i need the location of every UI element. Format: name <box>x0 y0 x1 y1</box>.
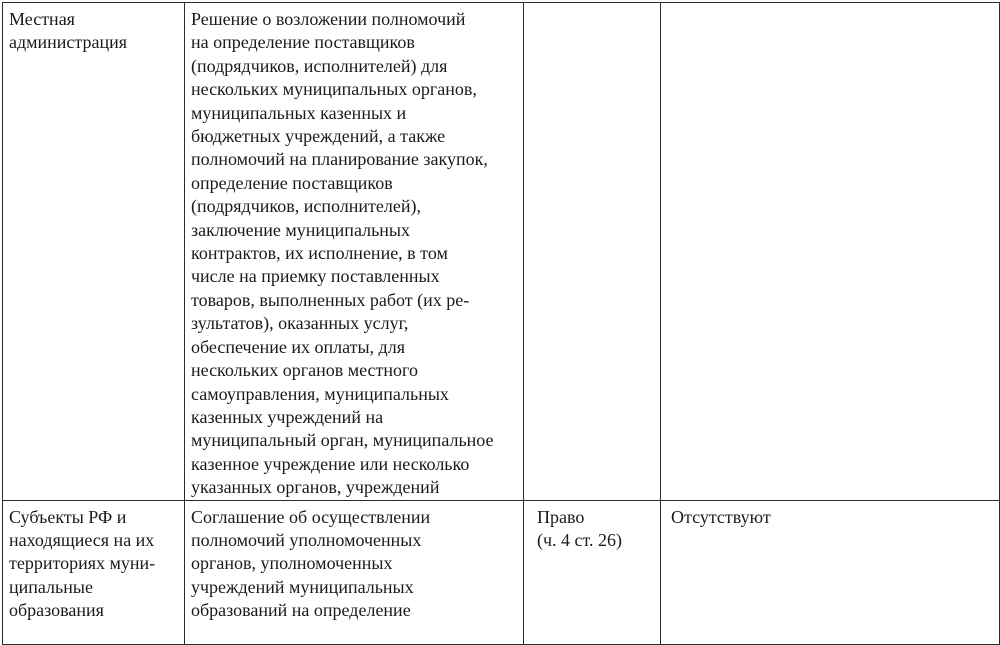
table-cell-note <box>661 500 1000 644</box>
cell-text-line: администрация <box>9 32 128 53</box>
cell-text-line: Местная <box>9 9 75 29</box>
cell-text-line: обеспечение их оплаты, для <box>191 336 405 357</box>
table-cell-note <box>661 3 1000 501</box>
cell-text-line: (ч. 4 ст. 26) <box>537 529 623 550</box>
cell-text-line: (подрядчиков, исполнителей) для <box>191 55 448 76</box>
cell-text-line: зультатов), оказанных услуг, <box>191 313 409 334</box>
cell-text-line: ципальные <box>9 576 93 597</box>
cell-text-line: учреждений муниципальных <box>191 576 414 597</box>
cell-text-line: указанных органов, учреждений <box>191 477 440 498</box>
cell-text-line: казенных учреждений на <box>191 406 384 427</box>
cell-text-line: полномочий на планирование закупок, <box>191 149 488 170</box>
cell-text-line: территориях муни- <box>9 553 156 574</box>
cell-text-line: казенное учреждение или несколько <box>191 453 470 474</box>
cell-text-line: бюджетных учреждений, а также <box>191 126 446 147</box>
cell-text-line: самоуправления, муниципальных <box>191 383 449 404</box>
table-cell-subject <box>3 500 185 644</box>
cell-text-line: Соглашение об осуществлении <box>191 506 431 527</box>
cell-text-line: Право <box>537 506 585 527</box>
cell-text-line: Отсутствуют <box>671 506 771 527</box>
cell-text-line: определение поставщиков <box>191 172 393 193</box>
table-cell-document <box>185 500 524 644</box>
table-cell-subject <box>3 3 185 501</box>
cell-text-line: товаров, выполненных работ (их ре- <box>191 289 470 310</box>
procurement-authority-table <box>2 2 1000 645</box>
cell-text-line: Субъекты РФ и <box>9 506 127 527</box>
cell-text-line: образования <box>9 600 104 621</box>
cell-text-line: полномочий уполномоченных <box>191 529 422 550</box>
cell-text-line: (подрядчиков, исполнителей), <box>191 196 421 217</box>
cell-text-line: Решение о возложении полномочий <box>191 9 466 29</box>
cell-text-line: органов, уполномоченных <box>191 553 393 574</box>
cell-text-line: нескольких муниципальных органов, <box>191 79 477 100</box>
table-cell-right <box>524 500 661 644</box>
cell-text-line: заключение муниципальных <box>191 219 411 240</box>
table-cell-right <box>524 3 661 501</box>
cell-text-line: числе на приемку поставленных <box>191 266 440 287</box>
table-row <box>3 3 1000 501</box>
cell-text-line: муниципальных казенных и <box>191 102 407 123</box>
cell-text-line: образований на определение <box>191 600 411 621</box>
cell-text-line: муниципальный орган, муниципальное <box>191 430 494 451</box>
cell-text-line: нескольких органов местного <box>191 360 418 381</box>
table-row <box>3 500 1000 644</box>
cell-text-line: контрактов, их исполнение, в том <box>191 243 448 264</box>
cell-text-line: находящиеся на их <box>9 529 155 550</box>
cell-text-line: на определение поставщиков <box>191 32 415 53</box>
table-cell-document <box>185 3 524 501</box>
